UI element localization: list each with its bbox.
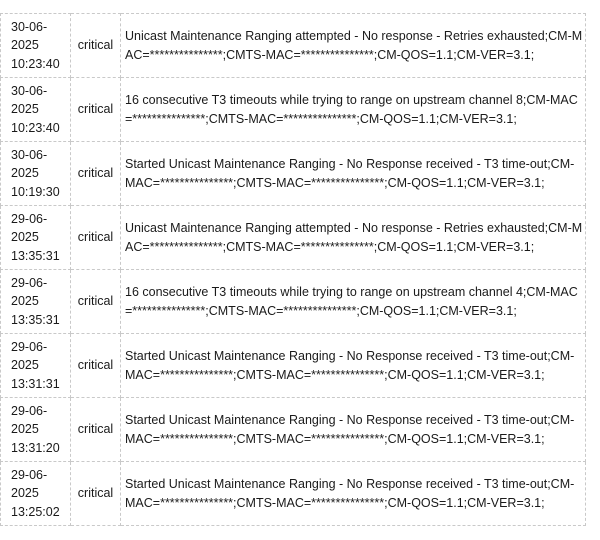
table-row: [1, 398, 586, 462]
event-priority: critical: [71, 270, 121, 334]
event-datetime: 30-06- 2025 10:23:40: [1, 78, 71, 142]
event-datetime: 29-06- 2025 13:25:02: [1, 462, 71, 526]
event-message: 16 consecutive T3 timeouts while trying to range on upstream channel 4;CM-MAC=***************;CMTS-MAC=***************;CM-QOS=1.1;CM-VER=3.1;: [121, 270, 586, 334]
event-datetime: 30-06- 2025 10:19:30: [1, 142, 71, 206]
table-row: [1, 334, 586, 398]
event-priority: critical: [71, 142, 121, 206]
event-message: Started Unicast Maintenance Ranging - No Response received - T3 time-out;CM-MAC=***************;CMTS-MAC=***************;CM-QOS=1.1;CM-VER=3.1;: [121, 398, 586, 462]
event-priority: critical: [71, 78, 121, 142]
event-message: 16 consecutive T3 timeouts while trying to range on upstream channel 8;CM-MAC=***************;CMTS-MAC=***************;CM-QOS=1.1;CM-VER=3.1;: [121, 78, 586, 142]
table-row: [1, 206, 586, 270]
table-row: [1, 78, 586, 142]
event-priority: critical: [71, 14, 121, 78]
table-row: [1, 142, 586, 206]
event-priority: critical: [71, 334, 121, 398]
table-row: [1, 462, 586, 526]
event-datetime: 29-06- 2025 13:31:31: [1, 334, 71, 398]
event-datetime: 29-06- 2025 13:35:31: [1, 270, 71, 334]
event-message: Started Unicast Maintenance Ranging - No Response received - T3 time-out;CM-MAC=***************;CMTS-MAC=***************;CM-QOS=1.1;CM-VER=3.1;: [121, 142, 586, 206]
event-message: Unicast Maintenance Ranging attempted - No response - Retries exhausted;CM-MAC=***************;CMTS-MAC=***************;CM-QOS=1.1;CM-VER=3.1;: [121, 206, 586, 270]
event-message: Unicast Maintenance Ranging attempted - No response - Retries exhausted;CM-MAC=***************;CMTS-MAC=***************;CM-QOS=1.1;CM-VER=3.1;: [121, 14, 586, 78]
event-log-table: [0, 13, 586, 526]
table-row: [1, 14, 586, 78]
event-priority: critical: [71, 462, 121, 526]
event-priority: critical: [71, 398, 121, 462]
table-row: [1, 270, 586, 334]
event-message: Started Unicast Maintenance Ranging - No Response received - T3 time-out;CM-MAC=***************;CMTS-MAC=***************;CM-QOS=1.1;CM-VER=3.1;: [121, 334, 586, 398]
event-datetime: 29-06- 2025 13:31:20: [1, 398, 71, 462]
event-log-body: [1, 14, 586, 526]
event-priority: critical: [71, 206, 121, 270]
event-datetime: 30-06- 2025 10:23:40: [1, 14, 71, 78]
event-datetime: 29-06- 2025 13:35:31: [1, 206, 71, 270]
event-message: Started Unicast Maintenance Ranging - No Response received - T3 time-out;CM-MAC=***************;CMTS-MAC=***************;CM-QOS=1.1;CM-VER=3.1;: [121, 462, 586, 526]
